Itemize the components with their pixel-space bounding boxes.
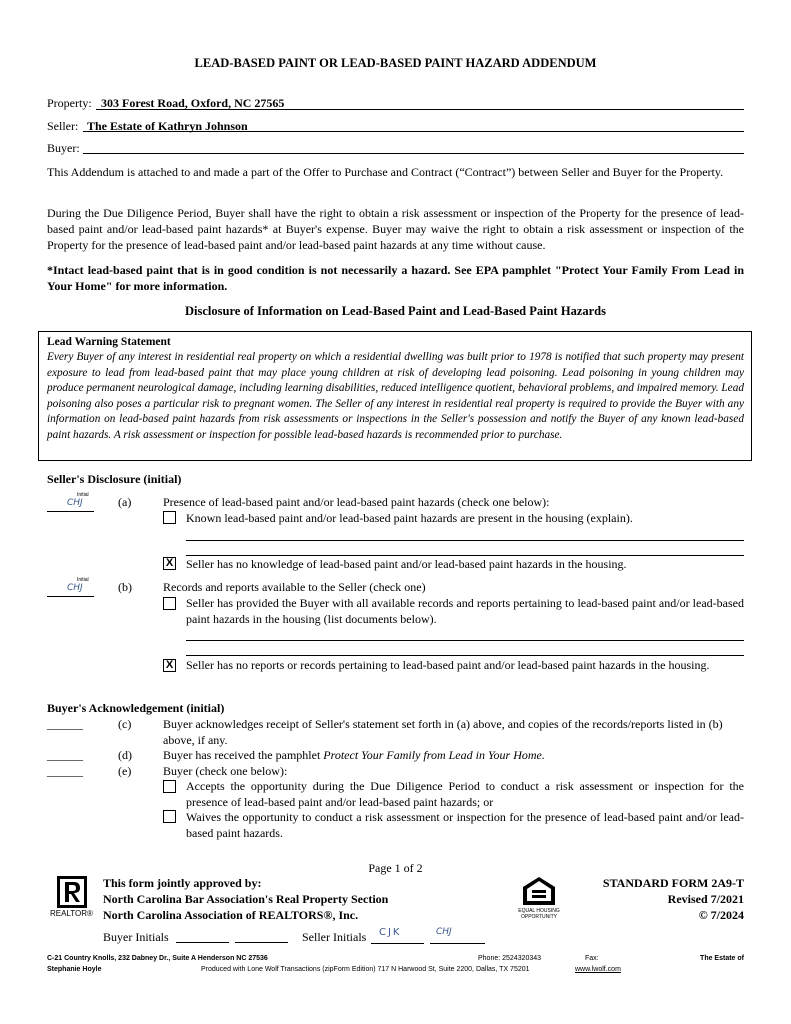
form-revised: Revised 7/2021 [667,892,744,906]
intact-paint-note: *Intact lead-based paint that is in good condition is not necessarily a hazard. See EPA pamphlet "Protect Your Family From Lead in Your Home" for more information. [47,263,744,293]
checkbox-provided-records[interactable] [163,597,176,610]
buyer-initial-c[interactable]: ______ [47,717,83,731]
seller-label: Seller: [47,119,79,133]
approved-line-3: North Carolina Association of REALTORS®, Inc. [103,908,359,922]
check-mark: X [165,659,174,671]
waives-opportunity-text: Waives the opportunity to conduct a risk assessment or inspection for the presence of lead-based paint and/or lead-based paint hazards. [186,810,744,840]
lead-warning-box [38,331,752,461]
seller-initials-field-2[interactable] [430,922,485,944]
buyer-initials-field-1[interactable] [176,942,229,943]
approved-line-1: This form jointly approved by: [103,876,262,890]
seller-field-line [83,131,744,132]
item-b-text: Records and reports available to the Seller (check one) [163,580,426,594]
lead-warning-body: Every Buyer of any interest in residential real property on which a residential dwelling was built prior to 1978 is notified that such property may present exposure to lead from lead-based paint that may place young children at risk of developing lead poisoning. Lead poisoning in young children may produce permanent neurological damage, including learning disabilities, reduced intelligence quotient, behavioral problems, and impaired memory. Lead poisoning also poses a particular risk to pregnant women. The Seller of any interest in residential real property is required to provide the Buyer with any information on lead-based paint hazards from risk assessments or inspections in the Seller's possession and notify the Buyer of any known lead-based paint hazards. A risk assessment or inspection for possible lead-based hazards is recommended prior to purchase. [47,351,744,441]
due-diligence-paragraph: During the Due Diligence Period, Buyer shall have the right to obtain a risk assessment or inspection of the Property for the presence of lead-based paint and/or lead-based paint hazards* at Buyer's expense. Buyer may waive the right to obtain a risk assessment or inspection of the Property for the presence of lead-based paint and/or lead-based paint hazards at any time without cause. [47,206,744,252]
item-e-text: Buyer (check one below): [163,764,288,778]
initial-small-label: Initial [77,492,89,498]
produced-with: Produced with Lone Wolf Transactions (zipForm Edition) 717 N Harwood St, Suite 2200, Dallas, TX 75201 [201,966,530,973]
brokerage-phone: Phone: 2524320343 [478,955,542,962]
realtor-r-icon [57,876,87,908]
seller-initial-signature-1: CJK [379,927,402,938]
seller-initial-signature: CHJ [67,498,83,508]
provided-records-text: Seller has provided the Buyer with all available records and reports pertaining to lead-based paint and/or lead-based paint hazards in the housing (list documents below). [186,596,744,626]
addendum-intro-paragraph: This Addendum is attached to and made a part of the Offer to Purchase and Contract (“Contract”) between Seller and Buyer for the Property. [47,165,724,179]
item-d-letter: (d) [118,748,132,762]
checkbox-known-lead-paint[interactable] [163,511,176,524]
disclosure-heading: Disclosure of Information on Lead-Based Paint and Lead-Based Paint Hazards [185,304,606,318]
property-value[interactable]: 303 Forest Road, Oxford, NC 27565 [101,96,285,110]
checkbox-accepts-opportunity[interactable] [163,780,176,793]
known-lead-paint-text: Known lead-based paint and/or lead-based paint hazards are present in the housing (explain). [186,511,633,525]
document-title: LEAD-BASED PAINT OR LEAD-BASED PAINT HAZARD ADDENDUM [194,56,597,70]
buyer-ack-heading: Buyer's Acknowledgement (initial) [47,701,225,715]
checkbox-no-knowledge[interactable] [163,557,176,570]
explain-line-1[interactable] [186,540,744,541]
item-e-letter: (e) [118,764,132,778]
approved-line-2: North Carolina Bar Association's Real Property Section [103,892,389,906]
no-reports-text: Seller has no reports or records pertaining to lead-based paint and/or lead-based paint hazards in the housing. [186,658,710,672]
lwolf-link[interactable]: www.lwolf.com [575,966,621,973]
initial-small-label: Initial [77,577,89,583]
buyer-initials-field-2[interactable] [235,942,288,943]
documents-line-1[interactable] [186,640,744,641]
buyer-initials-label: Buyer Initials [103,930,169,944]
item-a-letter: (a) [118,495,132,509]
item-d-text [163,747,545,763]
buyer-label: Buyer: [47,141,80,155]
documents-line-2[interactable] [186,655,744,656]
item-d-text-plain: Buyer has received the pamphlet [163,748,324,762]
seller-value[interactable]: The Estate of Kathryn Johnson [87,119,248,133]
seller-initials-label: Seller Initials [302,930,367,944]
no-knowledge-text: Seller has no knowledge of lead-based paint and/or lead-based paint hazards in the housing. [186,557,627,571]
page-number: Page 1 of 2 [368,861,423,875]
equal-housing-icon [521,876,557,906]
seller-initial-signature-2: CHJ [436,927,452,937]
item-c-letter: (c) [118,717,132,731]
item-b-letter: (b) [118,580,132,594]
brokerage-fax: Fax: [585,955,599,962]
transaction-name: The Estate of [700,955,744,962]
realtor-label: REALTOR® [50,909,93,918]
checkbox-waives-opportunity[interactable] [163,810,176,823]
property-field-line [96,109,744,110]
equal-housing-logo [514,876,564,920]
check-mark: X [165,557,174,569]
seller-initials-field-1[interactable] [371,922,424,944]
checkbox-no-reports[interactable] [163,659,176,672]
item-c-text: Buyer acknowledges receipt of Seller's statement set forth in (a) above, and copies of the records/reports listed in (b) above, if any. [163,717,723,747]
buyer-field-line [83,153,744,154]
form-copyright: © 7/2024 [698,908,744,922]
property-label: Property: [47,96,92,110]
agent-name: Stephanie Hoyle [47,966,102,973]
seller-initial-b[interactable] [47,577,87,599]
pamphlet-title: Protect Your Family from Lead in Your Home. [323,748,545,762]
equal-housing-label: EQUAL HOUSING OPPORTUNITY [518,908,560,920]
brokerage-info: C-21 Country Knolls, 232 Dabney Dr., Suite A Henderson NC 27536 [47,955,268,962]
seller-initial-signature: CHJ [67,583,83,593]
form-name: STANDARD FORM 2A9-T [602,876,744,890]
seller-initial-a[interactable] [47,492,87,514]
buyer-initial-d[interactable]: ______ [47,748,83,762]
realtor-logo [50,876,94,916]
buyer-initial-e[interactable]: ______ [47,764,83,778]
lead-warning-heading: Lead Warning Statement [47,336,171,348]
item-a-text: Presence of lead-based paint and/or lead-based paint hazards (check one below): [163,495,550,509]
seller-disclosure-heading: Seller's Disclosure (initial) [47,472,182,486]
accepts-opportunity-text: Accepts the opportunity during the Due Diligence Period to conduct a risk assessment or inspection for the presence of lead-based paint and/or lead-based paint hazards; or [186,779,744,809]
